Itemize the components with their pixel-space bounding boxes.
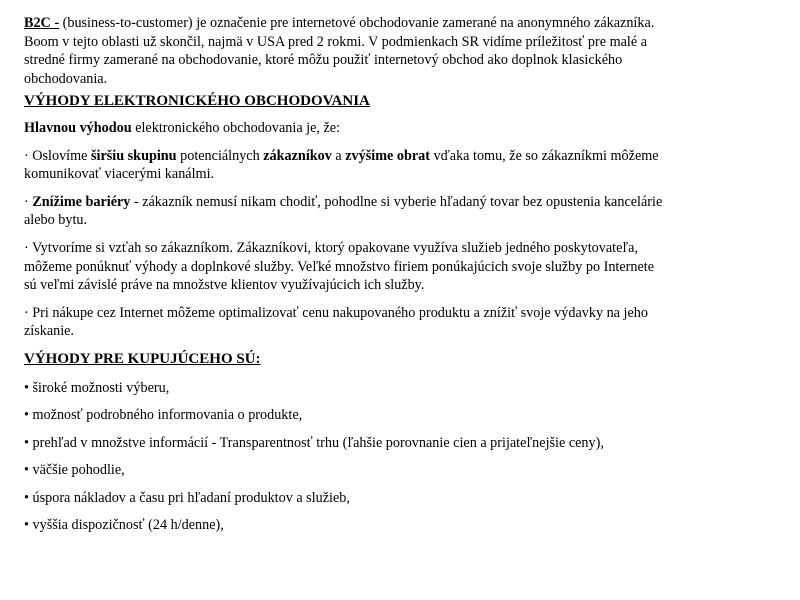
bold-run: zvýšime obrat	[345, 147, 430, 164]
buyer-advantages-list	[24, 379, 664, 536]
advantage-paragraph-4: · Pri nákupe cez Internet môžeme optimalizovať cenu nakupovaného produktu a znížiť svoje výdavky na jeho získanie.	[24, 304, 648, 340]
advantage-paragraph-2	[24, 193, 664, 230]
lead-paragraph	[24, 119, 664, 138]
bold-run: Znížime bariéry	[32, 193, 131, 210]
text-run: potenciálnych	[176, 147, 264, 164]
list-item: • vyššia dispozičnosť (24 h/denne),	[24, 517, 224, 534]
bold-run: zákazníkov	[263, 147, 332, 164]
list-item: • väčšie pohodlie,	[24, 462, 125, 479]
advantage-paragraph-3: · Vytvoríme si vzťah so zákazníkom. Zákazníkovi, ktorý opakovane využíva služieb jedného poskytovateľa, môžeme ponúknuť výhody a doplnkové služby. Veľké množstvo firiem ponúkajúcich svoje služby po Internete sú veľmi závislé práve na množstve klientov využívajúcich ich služby.	[24, 239, 655, 294]
lead-bold: Hlavnou výhodou	[24, 119, 132, 136]
intro-text: (business-to-customer) je označenie pre internetové obchodovanie zamerané na anonymného zákazníka. Boom v tejto oblasti už skončil, najmä v USA pred 2 rokmi. V podmienkach SR vidíme príležitosť pre malé a stredné firmy zamerané na obchodovanie, ktoré môžu použiť internetový obchod ako doplnok klasického obchodovania.	[24, 15, 655, 87]
section-heading-buyer-advantages: VÝHODY PRE KUPUJÚCEHO SÚ:	[24, 350, 261, 367]
b2c-term: B2C -	[24, 15, 60, 31]
list-item: • možnosť podrobného informovania o produkte,	[24, 407, 303, 424]
text-run: ·	[24, 193, 33, 210]
text-run: - zákazník nemusí nikam chodiť, pohodlne si vyberie hľadaný tovar bez opustenia kancelárie alebo bytu.	[24, 193, 663, 229]
text-run: · Oslovíme	[24, 147, 91, 164]
intro-paragraph	[24, 14, 664, 88]
list-item: • úspora nákladov a času pri hľadaní produktov a služieb,	[24, 489, 350, 506]
list-item: • široké možnosti výberu,	[24, 379, 170, 396]
advantage-paragraph-1	[24, 147, 664, 184]
bold-run: širšiu skupinu	[91, 147, 177, 164]
section-heading-ecommerce-advantages: VÝHODY ELEKTRONICKÉHO OBCHODOVANIA	[24, 93, 370, 110]
text-run: a	[331, 147, 346, 164]
document-body	[24, 14, 664, 544]
list-item: • prehľad v množstve informácií - Transparentnosť trhu (ľahšie porovnanie cien a prijateľnejšie ceny),	[24, 434, 604, 451]
lead-rest: elektronického obchodovania je, že:	[131, 119, 341, 136]
text-run: vďaka tomu, že so zákazníkmi môžeme komunikovať viacerými kanálmi.	[24, 147, 659, 183]
